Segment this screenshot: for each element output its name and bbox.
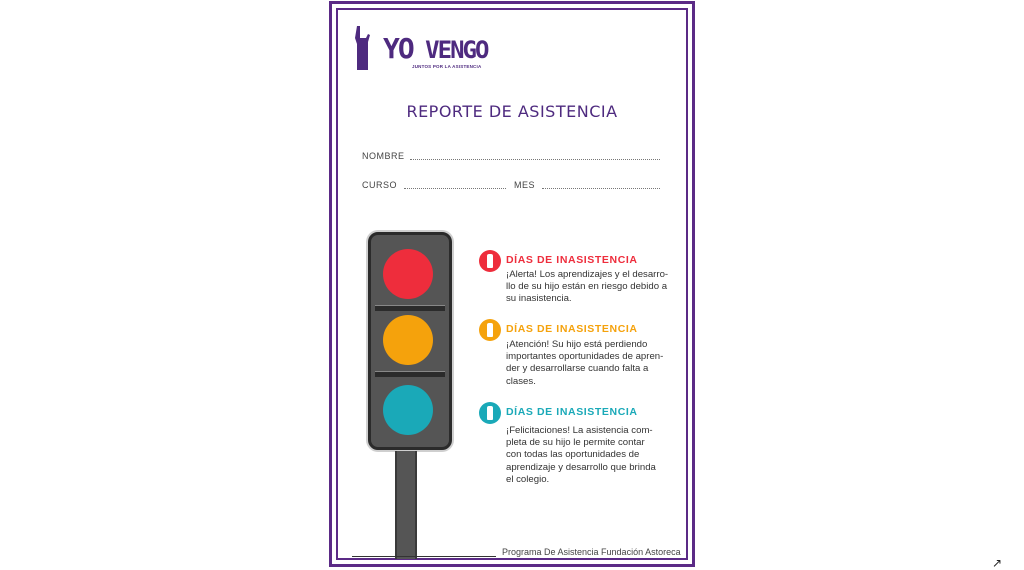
item-1-figure-icon [479,250,501,272]
amber-light [383,315,433,365]
traffic-light [368,232,452,450]
logo-yo: YO [383,32,413,65]
mes-field[interactable] [542,188,660,189]
item-2-figure-icon [479,319,501,341]
expand-arrow-icon[interactable]: ↗ [992,556,1003,570]
report-card [329,1,695,567]
yo-vengo-logo [354,24,488,72]
item-1-heading: DÍAS DE INASISTENCIA [506,254,638,266]
visor-2 [375,371,445,377]
ground-line [352,556,496,557]
raised-hand-figure-icon [354,26,372,70]
mes-label: MES [514,180,536,190]
logo-vengo: VENGO [425,36,488,64]
footer-text: Programa De Asistencia Fundación Astoreca [502,547,681,557]
teal-light [383,385,433,435]
item-3-figure-icon [479,402,501,424]
item-1-text: ¡Alerta! Los aprendizajes y el desarro- llo de su hijo están en riesgo debido a su inasistencia. [506,269,669,305]
item-2-text: ¡Atención! Su hijo está perdiendo importantes oportunidades de apren- der y desarrollarse cuando falta a clases. [506,339,664,387]
item-3-text: ¡Felicitaciones! La asistencia com- pleta de su hijo le permite contar con todas las oportunidades de aprendizaje y desarrollo que brinda el colegio. [506,425,656,485]
nombre-field[interactable] [410,159,660,160]
page-title: REPORTE DE ASISTENCIA [406,102,618,121]
visor-1 [375,305,445,311]
traffic-light-pole [395,451,417,559]
curso-label: CURSO [362,180,398,190]
nombre-label: NOMBRE [362,151,405,161]
item-3-heading: DÍAS DE INASISTENCIA [506,406,638,418]
logo-tagline: JUNTOS POR LA ASISTENCIA [412,64,482,69]
item-2-heading: DÍAS DE INASISTENCIA [506,323,638,335]
logo-wordmark [383,32,487,65]
card-inner-border [336,8,688,560]
red-light [383,249,433,299]
curso-field[interactable] [404,188,506,189]
